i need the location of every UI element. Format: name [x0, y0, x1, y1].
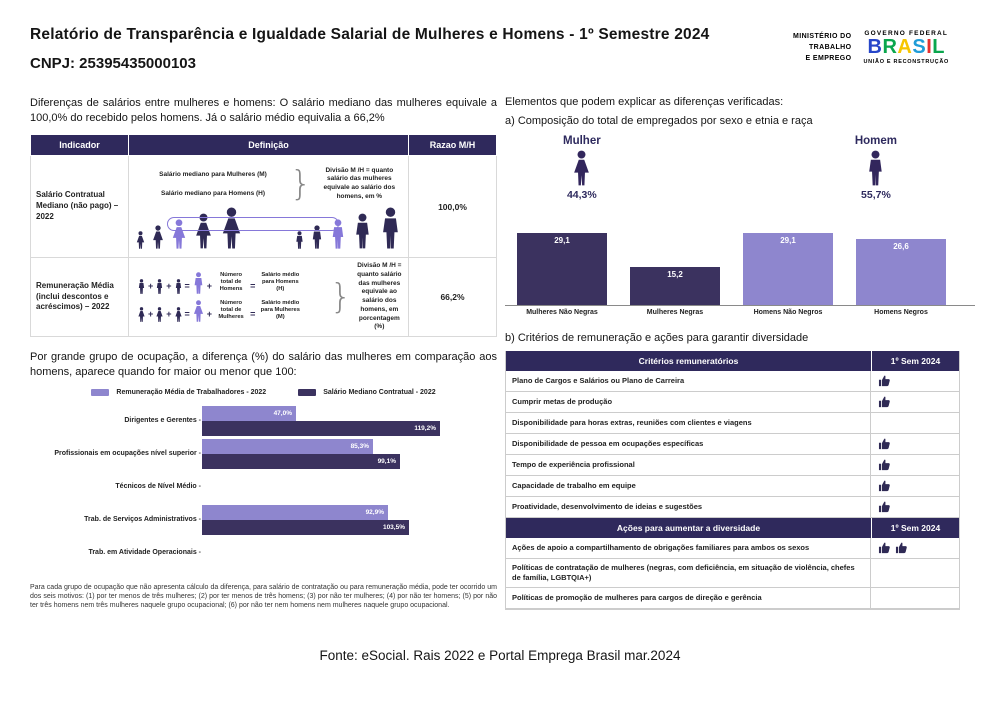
elements-heading: Elementos que podem explicar as diferenças verificadas: [505, 96, 784, 108]
occupation-bar-chart [30, 404, 497, 569]
criteria-row [506, 559, 959, 588]
criteria-label: Tempo de experiência profissional [506, 455, 871, 475]
criteria-status-cell [871, 413, 959, 433]
plus-operator: + [148, 309, 154, 320]
criteria-row [506, 392, 959, 413]
section-b-title: b) Critérios de remuneração e ações para garantir diversidade [505, 332, 809, 344]
man-icon [137, 279, 146, 294]
criteria-label: Disponibilidade para horas extras, reuniões com clientes e viagens [506, 413, 871, 433]
gov-logo-bottom-text: UNIÃO E RECONSTRUÇÃO [863, 59, 949, 65]
section-a-title: a) Composição do total de empregados por sexo e etnia e raça [505, 115, 813, 127]
criteria-row [506, 476, 959, 497]
definition-explanation: Divisão M /H = quanto salário das mulheres equivale ao salário dos homens, em porcentagem (%) [357, 262, 402, 331]
ratio-value: 100,0% [409, 156, 497, 258]
criteria-status-cell [871, 476, 959, 496]
woman-average-icon [192, 300, 205, 322]
equals-operator: = [184, 309, 190, 320]
criteria-status-cell [871, 371, 959, 391]
gender-split [505, 135, 975, 219]
action-rows [506, 538, 959, 609]
criteria-table [505, 351, 960, 610]
brasil-letter: L [932, 36, 945, 58]
occupation-heading: Por grande grupo de ocupação, a diferença (%) do salário das mulheres em comparação aos homens, aparece quando for maior ou menor que 100: [30, 351, 497, 378]
table-row-media [31, 258, 497, 337]
thumbs-up-icon [878, 438, 891, 450]
cnpj-line: CNPJ: 25395435000103 [30, 55, 196, 72]
median-people-diagram [129, 204, 408, 252]
indicator-table-header-row [31, 135, 497, 156]
plus-operator: + [206, 281, 213, 292]
criteria-status-cell [871, 588, 959, 608]
brasil-letter: A [897, 36, 913, 58]
thumbs-up-icon [878, 459, 891, 471]
gov-federal-logo [863, 30, 949, 65]
indicator-name: Salário Contratual Mediano (não pago) – 2022 [31, 156, 129, 258]
composition-bar [517, 233, 607, 305]
bar-value-label: 99,1% [377, 457, 396, 465]
women-average-formula [137, 300, 327, 322]
brasil-letter: R [882, 36, 898, 58]
criteria-row [506, 413, 959, 434]
men-average-formula [137, 272, 327, 294]
plus-operator: + [148, 281, 154, 292]
mulher-label: Mulher [563, 135, 601, 147]
composition-bar [630, 267, 720, 305]
median-men-label: Salário mediano para Homens (H) [160, 190, 266, 198]
woman-icon [151, 225, 165, 249]
gov-logo-top-text: GOVERNO FEDERAL [864, 30, 949, 37]
criteria-status-cell [871, 559, 959, 587]
actions-header-label: Ações para aumentar a diversidade [616, 523, 761, 533]
composition-bar-chart [505, 231, 975, 316]
col-header-razao: Razao M/H [409, 135, 497, 156]
composition-category-labels [505, 309, 975, 316]
man-icon [378, 207, 403, 249]
brasil-letter: S [912, 36, 927, 58]
criteria-row [506, 371, 959, 392]
occupation-row [30, 437, 497, 470]
woman-icon [135, 231, 146, 249]
man-icon [352, 213, 373, 249]
equals-operator: = [250, 281, 256, 292]
criteria-label: Disponibilidade de pessoa em ocupações específicas [506, 434, 871, 454]
legend-label-media: Remuneração Média de Trabalhadores - 2022 [116, 389, 267, 397]
man-icon [174, 279, 183, 294]
occupation-footnote: Para cada grupo de ocupação que não apresenta cálculo da diferença, para salário de contratação ou para remuneração média, pode ter ocorrido um dos seis motivos: (1) por ter menos de três mulheres; (2) por ter menos de três homens; (3) por não ter mulheres; (4) por não ter homens; (5) por não ter três homens nem três mulheres naquele grupo ocupacional; (6) por não ter nem homens nem mulheres naquele grupo ocupacional. [30, 584, 497, 610]
definition-cell [129, 258, 409, 337]
equals-operator: = [184, 281, 190, 292]
mulher-group [563, 135, 601, 219]
definition-cell [129, 156, 409, 258]
bar-salario-mediano [202, 421, 440, 436]
equals-operator: = [250, 309, 256, 320]
criteria-row [506, 588, 959, 609]
women-count-label: Número total de Mulheres [218, 300, 244, 321]
thumbs-up-icon [878, 501, 891, 513]
bar-value-label: 29,1 [780, 236, 796, 245]
criteria-label: Plano de Cargos e Salários ou Plano de Carreira [506, 371, 871, 391]
criteria-status-cell [871, 455, 959, 475]
criteria-status-cell [871, 538, 959, 558]
occupation-bars [202, 505, 497, 535]
bar-value-label: 85,3% [350, 442, 369, 450]
criteria-label: Ações de apoio a compartilhamento de obrigações familiares para ambos os sexos [506, 538, 871, 558]
bar-value-label: 15,2 [667, 270, 683, 279]
composition-bars [505, 231, 975, 305]
women-result-label: Salário médio para Mulheres (M) [260, 300, 300, 321]
man-icon [155, 279, 164, 294]
ministry-line-2: TRABALHO [809, 43, 852, 51]
actions-period-header: 1º Sem 2024 [871, 518, 959, 538]
plus-operator: + [206, 309, 213, 320]
definition-top [129, 162, 408, 202]
occupation-chart-legend [30, 389, 497, 396]
occupation-label: Dirigentes e Gerentes - [30, 417, 202, 424]
men-count-label: Número total de Homens [219, 272, 243, 293]
criteria-header-label: Critérios remuneratórios [638, 356, 739, 366]
category-label: Mulheres Não Negras [526, 309, 598, 316]
occupation-label: Técnicos de Nível Médio - [30, 483, 202, 490]
criteria-status-cell [871, 497, 959, 517]
mulher-percentage: 44,3% [566, 189, 597, 201]
bar-value-label: 103,5% [382, 523, 405, 531]
thumbs-up-icon [878, 375, 891, 387]
bar-value-label: 92,9% [365, 508, 384, 516]
plus-operator: + [166, 309, 172, 320]
col-header-definicao: Definição [129, 135, 409, 156]
intro-paragraph: Diferenças de salários entre mulheres e homens: O salário mediano das mulheres equivale a 100,0% do recebido pelos homens. Já o salário médio equivalia a 66,2% [30, 97, 497, 124]
definition-explanation: Divisão M /H = quanto salário das mulheres equivale ao salário dos homens, em % [323, 166, 396, 200]
brasil-logo-letters [868, 37, 945, 58]
thumbs-up-icon [878, 480, 891, 492]
bar-value-label: 29,1 [554, 236, 570, 245]
category-label: Mulheres Negras [646, 309, 704, 316]
criteria-status-cell [871, 434, 959, 454]
source-line: Fonte: eSocial. Rais 2022 e Portal Emprega Brasil mar.2024 [319, 648, 681, 663]
right-column [505, 96, 975, 610]
legend-label-mediano: Salário Mediano Contratual - 2022 [323, 389, 436, 397]
criteria-header-row [506, 351, 959, 371]
composition-axis-line [505, 305, 975, 306]
criteria-status-cell [871, 392, 959, 412]
occupation-bars [202, 406, 497, 436]
average-formula-diagram [129, 258, 408, 336]
criteria-period-header: 1º Sem 2024 [871, 351, 959, 371]
brasil-letter: I [926, 36, 933, 58]
bar-value-label: 26,6 [893, 242, 909, 251]
bar-salario-mediano [202, 520, 409, 535]
thumbs-up-icon [878, 396, 891, 408]
ministry-line-3: E EMPREGO [805, 55, 852, 63]
plus-operator: + [166, 281, 172, 292]
criteria-label: Capacidade de trabalho em equipe [506, 476, 871, 496]
composition-bar [743, 233, 833, 305]
category-label: Homens Não Negros [753, 309, 823, 316]
indicator-name: Remuneração Média (inclui descontos e acréscimos) – 2022 [31, 258, 129, 337]
brace-glyph: } [290, 163, 312, 204]
criteria-label: Proatividade, desenvolvimento de ideias e sugestões [506, 497, 871, 517]
occupation-bars [202, 439, 497, 469]
occupation-row [30, 470, 497, 503]
woman-icon [174, 307, 183, 322]
brace-glyph: } [330, 276, 352, 317]
homem-percentage: 55,7% [861, 189, 891, 201]
legend-swatch-media [91, 389, 109, 396]
bar-remuneracao-media [202, 505, 388, 520]
criteria-row [506, 538, 959, 559]
criteria-row [506, 455, 959, 476]
actions-header-row [506, 518, 959, 538]
page-title: Relatório de Transparência e Igualdade Salarial de Mulheres e Homens - 1º Semestre 2024 [30, 26, 710, 43]
indicator-table [30, 134, 497, 337]
occupation-label: Trab. em Atividade Operacionais - [30, 549, 202, 556]
woman-icon [137, 307, 146, 322]
ratio-value: 66,2% [409, 258, 497, 337]
occupation-label: Profissionais em ocupações nível superior - [30, 450, 202, 457]
occupation-row [30, 404, 497, 437]
homem-group [855, 135, 897, 219]
homem-label: Homem [854, 135, 897, 147]
median-connector-outline [167, 217, 339, 231]
woman-icon [155, 307, 164, 322]
header-logos [793, 30, 949, 65]
man-icon [294, 231, 305, 249]
occupation-row [30, 536, 497, 569]
ministry-line-1: MINISTÉRIO DO [793, 32, 852, 40]
bar-value-label: 119,2% [414, 424, 436, 432]
occupation-row [30, 503, 497, 536]
criteria-rows [506, 371, 959, 518]
criteria-label: Cumprir metas de produção [506, 392, 871, 412]
col-header-indicador: Indicador [31, 135, 129, 156]
bar-remuneracao-media [202, 439, 373, 454]
median-women-label: Salário mediano para Mulheres (M) [159, 171, 267, 179]
criteria-label: Políticas de promoção de mulheres para cargos de direção e gerência [506, 588, 871, 608]
composition-bar [856, 239, 946, 305]
occupation-label: Trab. de Serviços Administrativos - [30, 516, 202, 523]
ministry-logo [793, 31, 851, 65]
category-label: Homens Negros [874, 309, 928, 316]
bar-remuneracao-media [202, 406, 296, 421]
table-row-mediano [31, 156, 497, 258]
legend-swatch-mediano [298, 389, 316, 396]
criteria-row [506, 434, 959, 455]
bar-value-label: 47,0% [273, 409, 292, 417]
thumbs-up-icon [895, 542, 908, 554]
men-result-label: Salário médio para Homens (H) [261, 272, 300, 293]
criteria-row [506, 497, 959, 518]
left-column [30, 96, 497, 610]
woman-icon [571, 150, 592, 186]
criteria-label: Políticas de contratação de mulheres (negras, com deficiência, em situação de violência, chefes de família, LGBTQIA+) [506, 559, 871, 587]
man-icon [865, 150, 886, 186]
bar-salario-mediano [202, 454, 400, 469]
thumbs-up-icon [878, 542, 891, 554]
man-average-icon [192, 272, 205, 294]
brasil-letter: B [867, 36, 883, 58]
